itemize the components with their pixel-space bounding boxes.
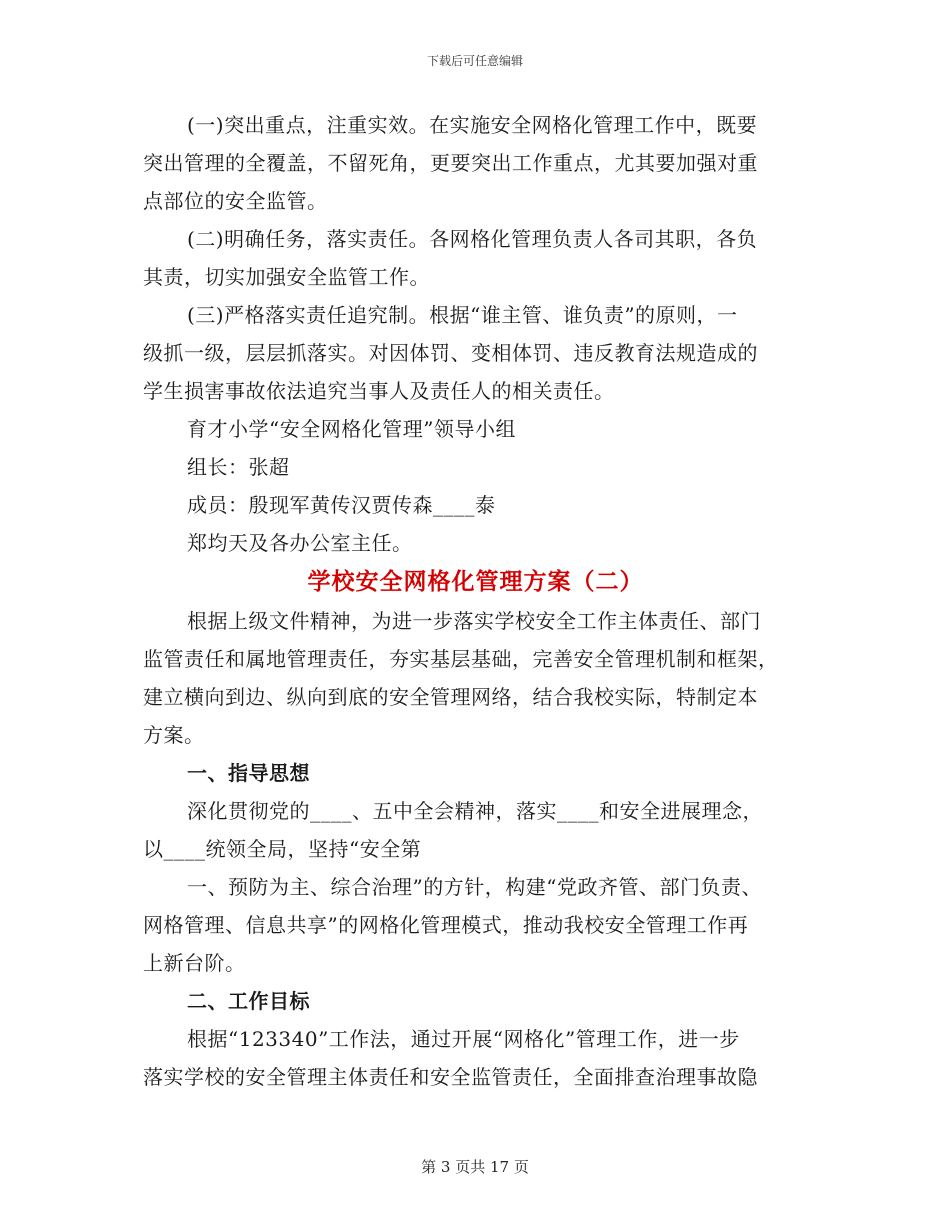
paragraph-line: 以____统领全局，坚持“安全第 (143, 837, 422, 861)
paragraph-line: 深化贯彻党的____、五中全会精神，落实____和安全进展理念， (187, 799, 763, 823)
paragraph-line: 点部位的安全监管。 (143, 189, 328, 213)
heading-work-goals: 二、工作目标 (187, 989, 310, 1013)
paragraph-line: (二)明确任务，落实责任。各网格化管理负责人各司其职，各负 (187, 227, 758, 251)
document-body (143, 106, 808, 1096)
paragraph-line: 建立横向到边、纵向到底的安全管理网络，结合我校实际，特制定本 (143, 685, 758, 709)
paragraph-line: 其责，切实加强安全监管工作。 (143, 265, 430, 289)
page-footer: 第 3 页共 17 页 (421, 1158, 529, 1176)
paragraph-line: 根据上级文件精神，为进一步落实学校安全工作主体责任、部门 (187, 609, 761, 633)
group-title: 育才小学“安全网格化管理”领导小组 (187, 417, 516, 441)
paragraph-line: 级抓一级，层层抓落实。对因体罚、变相体罚、违反教育法规造成的 (143, 341, 758, 365)
paragraph-line: 方案。 (143, 723, 205, 747)
paragraph-line: 监管责任和属地管理责任，夯实基层基础，完善安全管理机制和框架， (143, 647, 779, 671)
paragraph-line: 突出管理的全覆盖，不留死角，更要突出工作重点，尤其要加强对重 (143, 151, 758, 175)
paragraph-line: (一)突出重点，注重实效。在实施安全网格化管理工作中，既要 (187, 113, 758, 137)
group-members: 成员：殷现军黄传汉贾传森____泰 (187, 493, 496, 517)
paragraph-line: (三)严格落实责任追究制。根据“谁主管、谁负责”的原则，一 (187, 303, 738, 327)
page-header: 下载后可任意编辑 (426, 54, 523, 68)
paragraph-line: 学生损害事故依法追究当事人及责任人的相关责任。 (143, 379, 615, 403)
section-title: 学校安全网格化管理方案（二） (307, 568, 644, 595)
paragraph-line: 网格管理、信息共享”的网格化管理模式，推动我校安全管理工作再 (143, 913, 749, 937)
paragraph-line: 一、预防为主、综合治理”的方针，构建“党政齐管、部门负责、 (187, 875, 762, 899)
group-leader: 组长：张超 (187, 455, 290, 479)
heading-guiding-thought: 一、指导思想 (187, 761, 310, 785)
group-members-continued: 郑均天及各办公室主任。 (187, 531, 413, 555)
paragraph-line: 落实学校的安全管理主体责任和安全监管责任，全面排查治理事故隐 (143, 1065, 758, 1089)
paragraph-line: 上新台阶。 (143, 951, 246, 975)
paragraph-line: 根据“123340”工作法，通过开展“网格化”管理工作，进一步 (187, 1027, 740, 1051)
